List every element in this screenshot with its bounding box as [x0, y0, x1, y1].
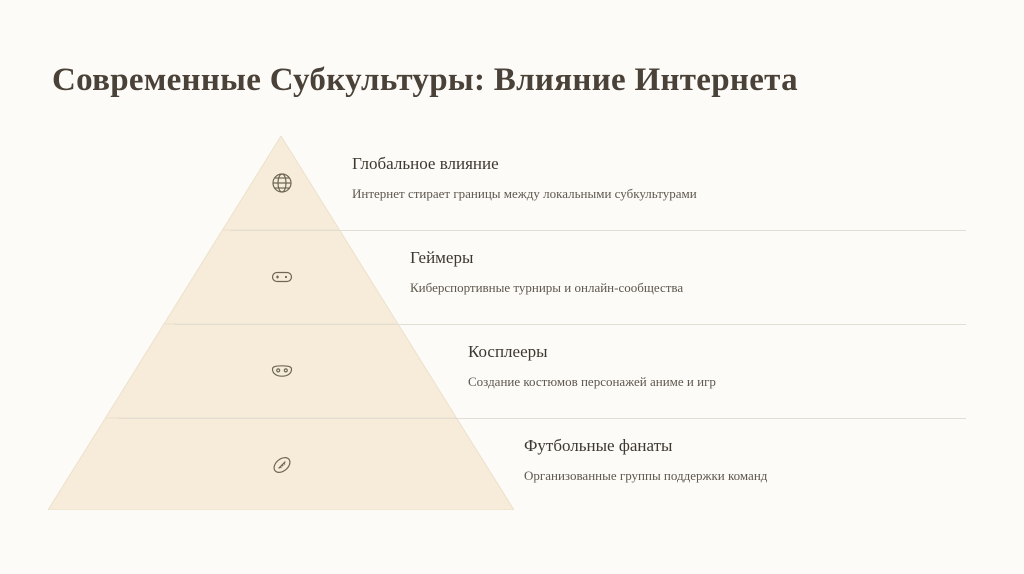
level-description-2: Киберспортивные турниры и онлайн-сообщества	[410, 280, 684, 295]
level-divider-3	[118, 418, 966, 419]
level-text-3	[468, 342, 716, 390]
mask-icon	[267, 356, 297, 386]
level-divider-1	[230, 230, 966, 231]
level-description-3: Создание костюмов персонажей аниме и игр	[468, 374, 716, 389]
page-title: Современные Субкультуры: Влияние Интернета	[52, 62, 798, 98]
level-title-4: Футбольные фанаты	[524, 436, 673, 455]
level-text-1	[352, 154, 697, 202]
globe-icon	[267, 168, 297, 198]
level-title-3: Косплееры	[468, 342, 548, 361]
football-icon	[267, 450, 297, 480]
gamepad-icon	[267, 262, 297, 292]
pyramid-levels	[0, 136, 1024, 510]
level-title-1: Глобальное влияние	[352, 154, 499, 173]
level-title-2: Геймеры	[410, 248, 474, 267]
level-text-4	[524, 436, 767, 484]
level-description-1: Интернет стирает границы между локальными субкультурами	[352, 186, 697, 201]
level-divider-2	[174, 324, 966, 325]
level-text-2	[410, 248, 683, 296]
level-description-4: Организованные группы поддержки команд	[524, 468, 768, 483]
